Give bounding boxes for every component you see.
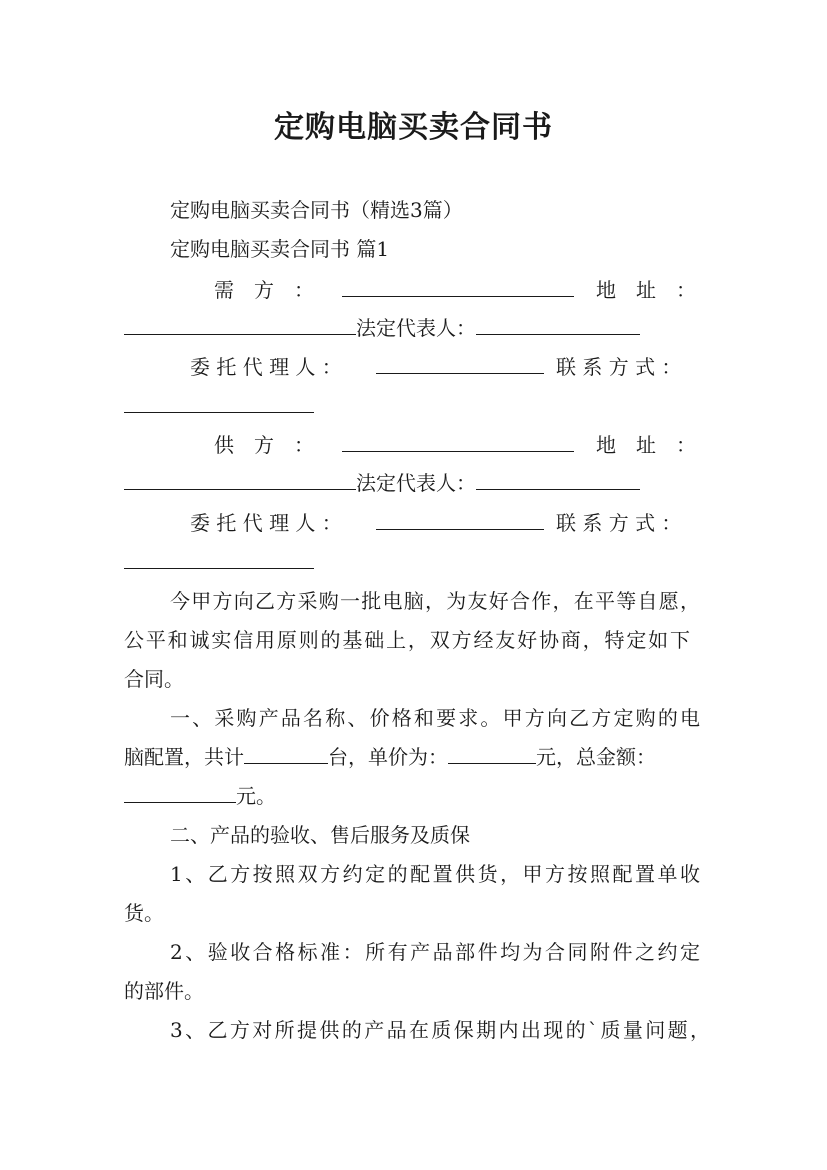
buyer-agent-line (190, 353, 690, 381)
buyer-legal-rep-label: 法定代表人： (356, 316, 476, 340)
section1-line3 (124, 782, 704, 810)
item1-line1: 1、乙方按照双方约定的配置供货，甲方按照配置单收 (170, 862, 700, 886)
seller-agent-blank (376, 509, 544, 530)
buyer-contact-label: 联 系 方 式 ： (556, 355, 682, 379)
section1-price-label: 台，单价为： (328, 745, 448, 769)
part-heading: 定购电脑买卖合同书 篇1 (170, 237, 390, 261)
unit-price-blank (448, 743, 536, 764)
seller-contact-line (124, 548, 704, 576)
seller-address-blank (124, 469, 356, 490)
buyer-agent-blank (376, 353, 544, 374)
buyer-contact-line (124, 392, 704, 420)
seller-blank (342, 431, 574, 452)
document-title: 定购电脑买卖合同书 (274, 110, 553, 145)
section1-total-label: 元，总金额： (536, 745, 656, 769)
item2-line1: 2、验收合格标准：所有产品部件均为合同附件之约定 (170, 940, 700, 964)
buyer-blank (342, 276, 574, 297)
buyer-agent-label: 委 托 代 理 人 ： (190, 355, 342, 379)
item1-line2: 货。 (124, 901, 164, 925)
section1-line1: 一、采购产品名称、价格和要求。甲方向乙方定购的电 (170, 706, 700, 730)
buyer-rep-line (124, 314, 704, 342)
para1-line3: 合同。 (124, 667, 184, 691)
buyer-contact-blank (124, 392, 314, 413)
seller-address-label: 地 址 ： (596, 433, 696, 457)
seller-contact-label: 联 系 方 式 ： (556, 511, 682, 535)
total-amount-blank (124, 782, 236, 803)
para1-line2: 公平和诚实信用原则的基础上，双方经友好协商，特定如下 (124, 628, 690, 652)
seller-agent-line (190, 509, 690, 537)
buyer-label: 需 方 ： (214, 278, 314, 302)
subtitle: 定购电脑买卖合同书（精选3篇） (170, 198, 463, 222)
section1-qty-label: 脑配置，共计 (124, 745, 244, 769)
seller-contact-blank (124, 548, 314, 569)
seller-agent-label: 委 托 代 理 人 ： (190, 511, 342, 535)
buyer-address-blank (124, 314, 356, 335)
buyer-line (214, 276, 696, 304)
section1-line2 (124, 743, 714, 771)
seller-line (214, 431, 696, 459)
buyer-address-label: 地 址 ： (596, 278, 696, 302)
item3-line1: 3、乙方对所提供的产品在质保期内出现的`质量问题， (170, 1018, 710, 1042)
seller-legal-rep-blank (476, 469, 640, 490)
seller-label: 供 方 ： (214, 433, 314, 457)
para1-line1: 今甲方向乙方采购一批电脑，为友好合作，在平等自愿， (170, 589, 700, 613)
seller-legal-rep-label: 法定代表人： (356, 471, 476, 495)
buyer-legal-rep-blank (476, 314, 640, 335)
seller-rep-line (124, 469, 704, 497)
section1-yuan: 元。 (236, 784, 276, 808)
item2-line2: 的部件。 (124, 979, 204, 1003)
quantity-blank (244, 743, 328, 764)
section2-heading: 二、产品的验收、售后服务及质保 (170, 823, 470, 847)
